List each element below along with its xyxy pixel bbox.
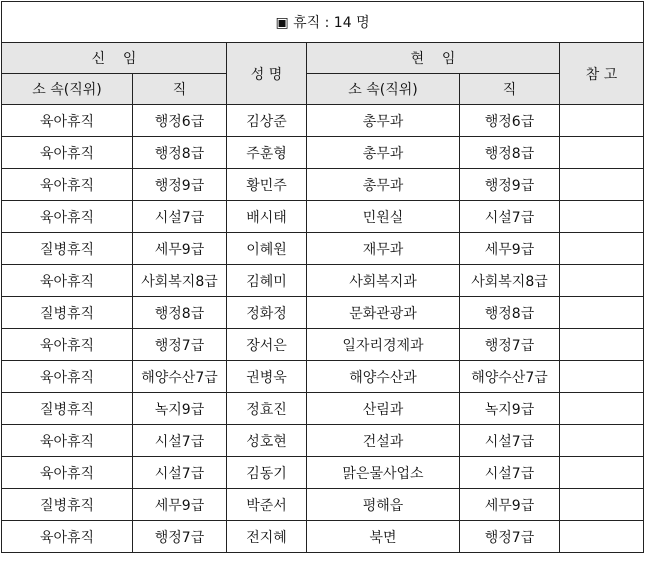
- current-grade-cell: 세무9급: [460, 233, 560, 265]
- current-grade-cell: 시설7급: [460, 201, 560, 233]
- table-row: [2, 233, 644, 265]
- table-row: [2, 201, 644, 233]
- new-grade-cell: 시설7급: [133, 201, 227, 233]
- name-cell: 성호현: [227, 425, 307, 457]
- current-affiliation-cell: 해양수산과: [307, 361, 460, 393]
- note-cell: [560, 457, 644, 489]
- new-grade-cell: 행정7급: [133, 329, 227, 361]
- current-grade-cell: 사회복지8급: [460, 265, 560, 297]
- new-grade-cell: 시설7급: [133, 425, 227, 457]
- current-grade-cell: 녹지9급: [460, 393, 560, 425]
- header-note: 참 고: [560, 43, 644, 105]
- current-grade-cell: 행정6급: [460, 105, 560, 137]
- table-title: ▣ 휴직 : 14 명: [2, 2, 644, 43]
- name-cell: 정화정: [227, 297, 307, 329]
- table-row: [2, 265, 644, 297]
- note-cell: [560, 489, 644, 521]
- header-name: 성 명: [227, 43, 307, 105]
- name-cell: 장서은: [227, 329, 307, 361]
- current-affiliation-cell: 재무과: [307, 233, 460, 265]
- current-affiliation-cell: 총무과: [307, 105, 460, 137]
- name-cell: 배시태: [227, 201, 307, 233]
- new-grade-cell: 행정8급: [133, 297, 227, 329]
- current-grade-cell: 시설7급: [460, 457, 560, 489]
- current-grade-cell: 세무9급: [460, 489, 560, 521]
- note-cell: [560, 521, 644, 553]
- note-cell: [560, 201, 644, 233]
- table-row: [2, 361, 644, 393]
- new-grade-cell: 사회복지8급: [133, 265, 227, 297]
- table-row: [2, 169, 644, 201]
- current-affiliation-cell: 일자리경제과: [307, 329, 460, 361]
- note-cell: [560, 329, 644, 361]
- current-grade-cell: 행정8급: [460, 297, 560, 329]
- current-affiliation-cell: 건설과: [307, 425, 460, 457]
- header-current-affiliation: 소 속(직위): [307, 74, 460, 105]
- name-cell: 전지혜: [227, 521, 307, 553]
- current-affiliation-cell: 평해읍: [307, 489, 460, 521]
- new-affiliation-cell: 질병휴직: [2, 489, 133, 521]
- header-new-appointment: 신 임: [2, 43, 227, 74]
- name-cell: 김동기: [227, 457, 307, 489]
- table-row: [2, 393, 644, 425]
- personnel-table-container: [1, 1, 643, 553]
- table-row: [2, 425, 644, 457]
- current-affiliation-cell: 북면: [307, 521, 460, 553]
- note-cell: [560, 297, 644, 329]
- table-row: [2, 489, 644, 521]
- new-affiliation-cell: 육아휴직: [2, 457, 133, 489]
- table-row: [2, 521, 644, 553]
- new-grade-cell: 해양수산7급: [133, 361, 227, 393]
- new-affiliation-cell: 육아휴직: [2, 521, 133, 553]
- header-new-affiliation: 소 속(직위): [2, 74, 133, 105]
- current-affiliation-cell: 맑은물사업소: [307, 457, 460, 489]
- name-cell: 김상준: [227, 105, 307, 137]
- current-affiliation-cell: 사회복지과: [307, 265, 460, 297]
- note-cell: [560, 105, 644, 137]
- note-cell: [560, 169, 644, 201]
- new-affiliation-cell: 육아휴직: [2, 329, 133, 361]
- new-grade-cell: 행정9급: [133, 169, 227, 201]
- name-cell: 김혜미: [227, 265, 307, 297]
- note-cell: [560, 233, 644, 265]
- new-affiliation-cell: 육아휴직: [2, 201, 133, 233]
- name-cell: 박준서: [227, 489, 307, 521]
- new-grade-cell: 행정6급: [133, 105, 227, 137]
- note-cell: [560, 361, 644, 393]
- name-cell: 권병욱: [227, 361, 307, 393]
- new-affiliation-cell: 질병휴직: [2, 297, 133, 329]
- name-cell: 황민주: [227, 169, 307, 201]
- new-grade-cell: 행정8급: [133, 137, 227, 169]
- current-grade-cell: 행정9급: [460, 169, 560, 201]
- current-affiliation-cell: 총무과: [307, 169, 460, 201]
- table-row: [2, 329, 644, 361]
- header-current-position: 현 임: [307, 43, 560, 74]
- current-grade-cell: 행정7급: [460, 521, 560, 553]
- table-row: [2, 137, 644, 169]
- new-affiliation-cell: 육아휴직: [2, 425, 133, 457]
- current-affiliation-cell: 문화관광과: [307, 297, 460, 329]
- new-affiliation-cell: 육아휴직: [2, 361, 133, 393]
- new-grade-cell: 시설7급: [133, 457, 227, 489]
- new-affiliation-cell: 육아휴직: [2, 265, 133, 297]
- new-affiliation-cell: 육아휴직: [2, 105, 133, 137]
- name-cell: 이혜원: [227, 233, 307, 265]
- current-grade-cell: 시설7급: [460, 425, 560, 457]
- current-grade-cell: 행정7급: [460, 329, 560, 361]
- note-cell: [560, 393, 644, 425]
- new-grade-cell: 행정7급: [133, 521, 227, 553]
- table-row: [2, 105, 644, 137]
- new-affiliation-cell: 질병휴직: [2, 393, 133, 425]
- current-affiliation-cell: 산림과: [307, 393, 460, 425]
- note-cell: [560, 425, 644, 457]
- new-grade-cell: 세무9급: [133, 489, 227, 521]
- new-grade-cell: 세무9급: [133, 233, 227, 265]
- note-cell: [560, 265, 644, 297]
- note-cell: [560, 137, 644, 169]
- header-current-grade: 직: [460, 74, 560, 105]
- header-new-grade: 직: [133, 74, 227, 105]
- new-grade-cell: 녹지9급: [133, 393, 227, 425]
- personnel-table: [1, 1, 644, 553]
- current-affiliation-cell: 민원실: [307, 201, 460, 233]
- new-affiliation-cell: 육아휴직: [2, 169, 133, 201]
- current-grade-cell: 해양수산7급: [460, 361, 560, 393]
- current-affiliation-cell: 총무과: [307, 137, 460, 169]
- name-cell: 정효진: [227, 393, 307, 425]
- new-affiliation-cell: 질병휴직: [2, 233, 133, 265]
- table-row: [2, 457, 644, 489]
- name-cell: 주훈형: [227, 137, 307, 169]
- new-affiliation-cell: 육아휴직: [2, 137, 133, 169]
- current-grade-cell: 행정8급: [460, 137, 560, 169]
- table-row: [2, 297, 644, 329]
